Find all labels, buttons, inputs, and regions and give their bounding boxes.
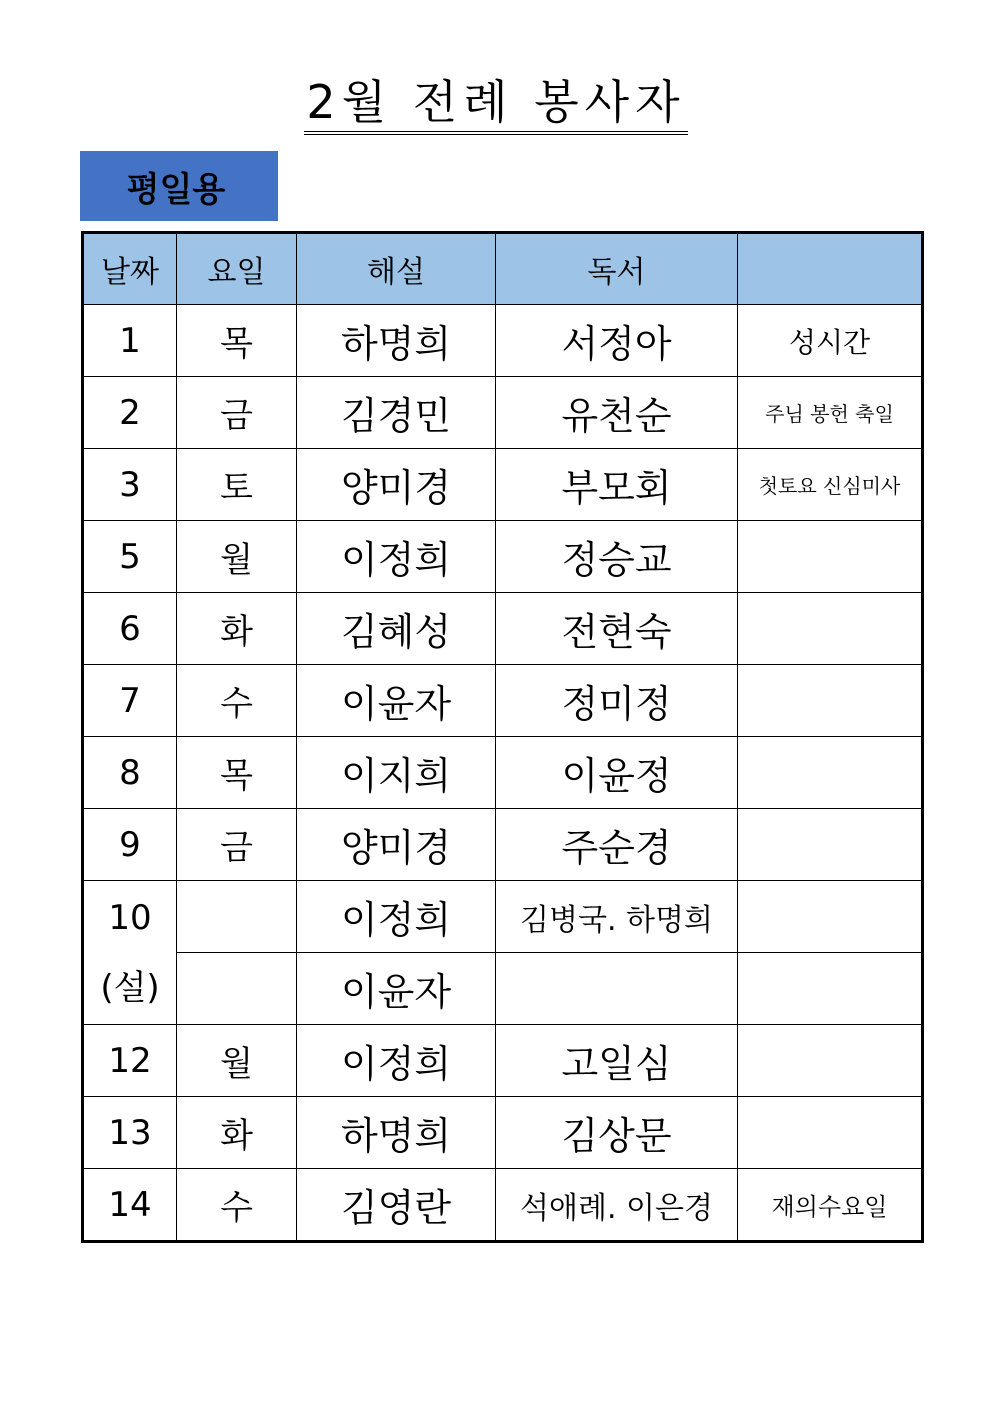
cell-commentary: 양미경	[297, 449, 496, 521]
section-badge: 평일용	[80, 151, 278, 221]
cell-reading: 서정아	[496, 305, 738, 377]
cell-date: 12	[83, 1025, 177, 1097]
cell-note: 첫토요 신심미사	[738, 449, 923, 521]
cell-day	[177, 953, 297, 1025]
cell-day: 월	[177, 1025, 297, 1097]
table-row	[83, 377, 923, 449]
table-row	[83, 665, 923, 737]
cell-date: 9	[83, 809, 177, 881]
header-date: 날짜	[83, 233, 177, 305]
cell-note	[738, 809, 923, 881]
holiday-date-label: (설)	[100, 967, 160, 1008]
cell-commentary: 양미경	[297, 809, 496, 881]
cell-date: 1	[83, 305, 177, 377]
table-row	[83, 521, 923, 593]
cell-note	[738, 1097, 923, 1169]
cell-day: 금	[177, 809, 297, 881]
cell-note	[738, 881, 923, 953]
cell-commentary: 이지희	[297, 737, 496, 809]
cell-reading: 정미정	[496, 665, 738, 737]
table-row	[83, 737, 923, 809]
header-note	[738, 233, 923, 305]
cell-day: 수	[177, 665, 297, 737]
cell-day: 수	[177, 1169, 297, 1242]
page-title: 2월 전례 봉사자	[0, 72, 992, 132]
table-row	[83, 1169, 923, 1242]
cell-date: 6	[83, 593, 177, 665]
cell-commentary: 김경민	[297, 377, 496, 449]
table-row	[83, 809, 923, 881]
cell-day: 목	[177, 305, 297, 377]
header-reading: 독서	[496, 233, 738, 305]
cell-commentary: 이윤자	[297, 665, 496, 737]
cell-commentary: 이정희	[297, 1025, 496, 1097]
cell-date-holiday	[83, 881, 177, 1025]
cell-note	[738, 737, 923, 809]
cell-note: 성시간	[738, 305, 923, 377]
cell-commentary: 김영란	[297, 1169, 496, 1242]
table-row-holiday	[83, 881, 923, 953]
cell-commentary: 이정희	[297, 521, 496, 593]
cell-reading: 전현숙	[496, 593, 738, 665]
table-row	[83, 1097, 923, 1169]
cell-reading: 석애례. 이은경	[496, 1169, 738, 1242]
cell-date: 13	[83, 1097, 177, 1169]
holiday-date-number: 10	[108, 897, 152, 938]
cell-note: 재의수요일	[738, 1169, 923, 1242]
cell-date: 8	[83, 737, 177, 809]
cell-commentary: 이윤자	[297, 953, 496, 1025]
cell-commentary: 김혜성	[297, 593, 496, 665]
cell-reading: 정승교	[496, 521, 738, 593]
cell-day	[177, 881, 297, 953]
cell-reading	[496, 953, 738, 1025]
cell-commentary: 이정희	[297, 881, 496, 953]
cell-commentary: 하명희	[297, 1097, 496, 1169]
cell-note	[738, 665, 923, 737]
cell-note: 주님 봉헌 축일	[738, 377, 923, 449]
cell-note	[738, 593, 923, 665]
cell-day: 목	[177, 737, 297, 809]
cell-reading: 유천순	[496, 377, 738, 449]
table-row	[83, 305, 923, 377]
table-row	[83, 593, 923, 665]
cell-note	[738, 1025, 923, 1097]
cell-day: 금	[177, 377, 297, 449]
header-commentary: 해설	[297, 233, 496, 305]
table-row	[83, 449, 923, 521]
table-row	[83, 1025, 923, 1097]
cell-day: 월	[177, 521, 297, 593]
cell-reading: 고일심	[496, 1025, 738, 1097]
cell-reading: 김상문	[496, 1097, 738, 1169]
header-day: 요일	[177, 233, 297, 305]
cell-note	[738, 521, 923, 593]
cell-date: 14	[83, 1169, 177, 1242]
cell-reading: 이윤정	[496, 737, 738, 809]
cell-date: 5	[83, 521, 177, 593]
table-row-holiday	[83, 953, 923, 1025]
cell-day: 토	[177, 449, 297, 521]
cell-reading: 김병국. 하명희	[496, 881, 738, 953]
cell-day: 화	[177, 593, 297, 665]
cell-reading: 주순경	[496, 809, 738, 881]
cell-date: 2	[83, 377, 177, 449]
cell-day: 화	[177, 1097, 297, 1169]
cell-reading: 부모회	[496, 449, 738, 521]
header-row	[83, 233, 923, 305]
cell-note	[738, 953, 923, 1025]
cell-date: 3	[83, 449, 177, 521]
schedule-table	[81, 231, 924, 1243]
cell-commentary: 하명희	[297, 305, 496, 377]
cell-date: 7	[83, 665, 177, 737]
